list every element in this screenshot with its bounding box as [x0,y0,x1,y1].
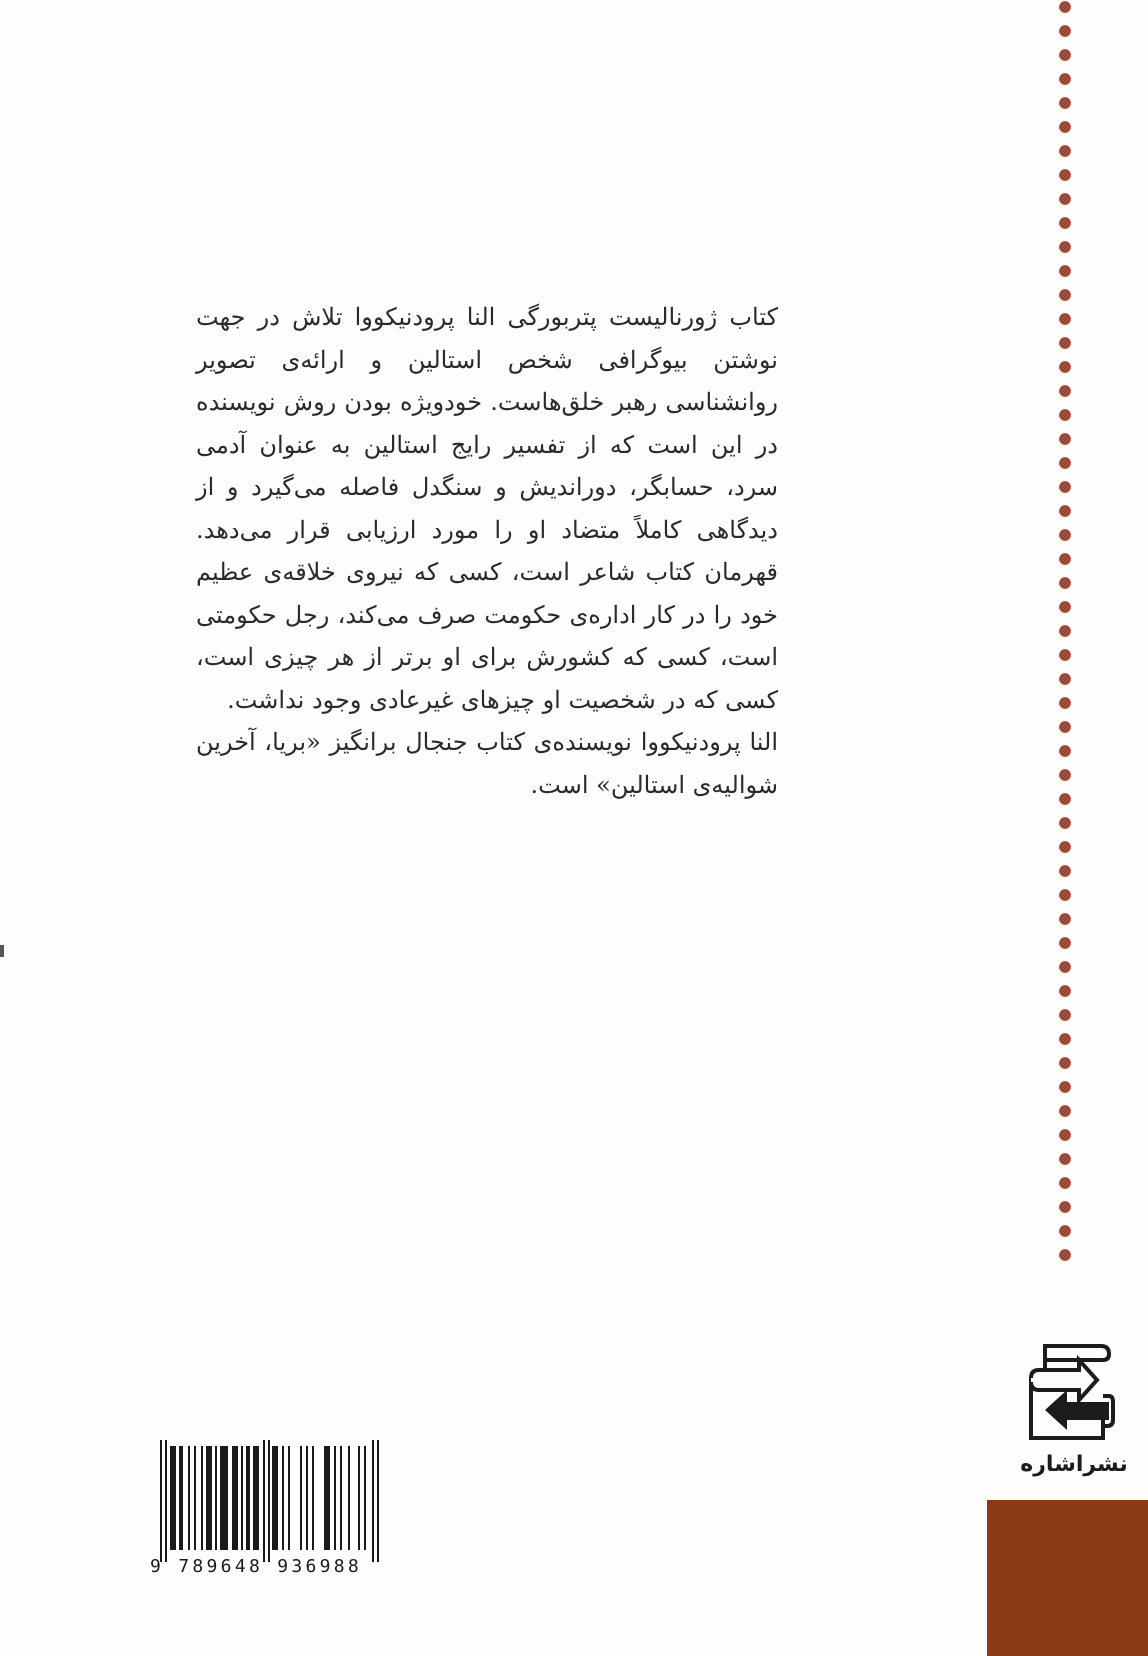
back-cover-blurb [196,296,778,806]
blurb-paragraph-2: النا پرودنیکووا نویسنده‌ی کتاب جنجال برانگیز «بریا، آخرین شوالیه‌ی استالین» است. [196,728,778,799]
edge-mark [0,945,4,957]
blurb-paragraph-1: کتاب ژورنالیست پتربورگی النا پرودنیکووا تلاش در جهت نوشتن بیوگرافی شخص استالین و ارائه‌ی تصویر روانشناسی رهبر خلق‌هاست. خودویژه بودن روش نویسنده در این است که از تفسیر رایج استالین به عنوان آدمی سرد، حسابگر، دوراندیش و سنگدل فاصله می‌گیرد و از دیدگاهی کاملاً متضاد او را مورد ارزیابی قرار می‌دهد. قهرمان کتاب شاعر است، کسی که نیروی خلاقه‌ی عظیم خود را در کار اداره‌ی حکومت صرف می‌کند، رجل حکومتی است، کسی که کشورش برای او برتر از هر چیزی است، کسی که در شخصیت او چیزهای غیرعادی وجود نداشت. [196,303,778,714]
isbn-barcode [158,1440,388,1570]
spine-color-block [987,1500,1148,1656]
publisher-name: نشراشاره [1020,1452,1128,1477]
dotted-border-decoration [1058,0,1072,1270]
isbn-number: 9 789648 936988 [150,1556,363,1577]
book-arrows-logo-icon [1023,1340,1119,1448]
